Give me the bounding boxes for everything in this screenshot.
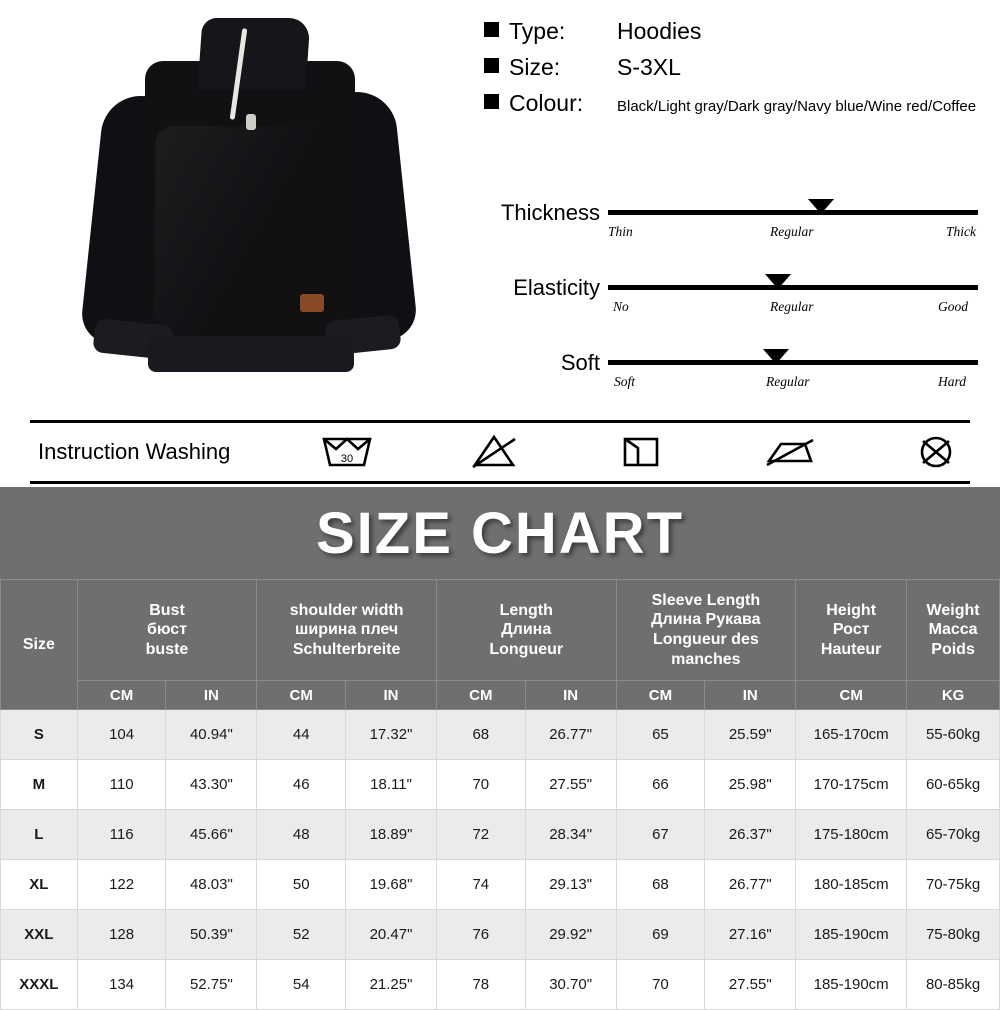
cell-length-in: 26.77": [525, 710, 616, 760]
header-weight-fr: Poids: [931, 640, 975, 658]
hoodie-hem: [148, 336, 354, 372]
header-shoulder: [257, 580, 437, 681]
spec-label-type: Type:: [509, 18, 566, 44]
cell-shoulder-in: 18.11": [346, 760, 437, 810]
header-length-fr: Longueur: [489, 640, 564, 658]
cell-height: 185-190cm: [796, 910, 907, 960]
header-shoulder-en: shoulder width: [289, 601, 404, 619]
tick-left: Soft: [614, 374, 636, 389]
cell-length-cm: 78: [436, 960, 525, 1010]
slider-track: [608, 285, 978, 290]
cell-size: XXL: [1, 910, 78, 960]
cell-bust-cm: 134: [77, 960, 166, 1010]
cell-shoulder-cm: 46: [257, 760, 346, 810]
washing-icon-row: [320, 431, 960, 471]
spec-value-colour: Black/Light gray/Dark gray/Navy blue/Wine red/Coffee: [617, 98, 977, 115]
tick-mid: Regular: [770, 224, 814, 239]
slider-track: [608, 210, 978, 215]
spec-value-size: S-3XL: [617, 54, 681, 80]
cell-shoulder-in: 18.89": [346, 810, 437, 860]
cell-sleeve-cm: 67: [616, 810, 705, 860]
size-chart-section: [0, 487, 1000, 1010]
header-weight-en: Weight: [926, 601, 980, 619]
header-length: [436, 580, 616, 681]
cell-weight: 55-60kg: [907, 710, 1000, 760]
cell-size: XXXL: [1, 960, 78, 1010]
header-weight: [907, 580, 1000, 681]
cell-bust-in: 52.75": [166, 960, 257, 1010]
cell-shoulder-in: 19.68": [346, 860, 437, 910]
tick-left: No: [613, 299, 629, 314]
cell-shoulder-in: 17.32": [346, 710, 437, 760]
cell-sleeve-in: 25.59": [705, 710, 796, 760]
cell-bust-in: 43.30": [166, 760, 257, 810]
hoodie-collar: [197, 18, 310, 90]
size-chart-title: SIZE CHART: [316, 500, 684, 566]
cell-sleeve-cm: 66: [616, 760, 705, 810]
unit-bust-cm: CM: [77, 681, 166, 710]
spec-row-type: [484, 18, 984, 45]
unit-sleeve-cm: CM: [616, 681, 705, 710]
cell-length-in: 27.55": [525, 760, 616, 810]
spec-label-size: Size:: [509, 54, 561, 80]
header-bust-fr: buste: [145, 640, 189, 658]
spec-list: [484, 18, 984, 126]
cell-size: L: [1, 810, 78, 860]
slider-label-elasticity: Elasticity: [513, 275, 600, 300]
wash-30-icon: [320, 431, 374, 471]
cell-height: 180-185cm: [796, 860, 907, 910]
do-not-dry-clean-icon: [912, 431, 960, 471]
spec-row-size: [484, 54, 984, 81]
cell-sleeve-in: 26.37": [705, 810, 796, 860]
cell-weight: 75-80kg: [907, 910, 1000, 960]
cell-bust-in: 48.03": [166, 860, 257, 910]
header-height-ru: Рост: [832, 621, 870, 639]
slider-marker-soft[interactable]: [763, 349, 789, 364]
table-row: [1, 810, 1000, 860]
cell-weight: 70-75kg: [907, 860, 1000, 910]
tick-right: Thick: [946, 224, 976, 239]
cell-shoulder-cm: 50: [257, 860, 346, 910]
cell-sleeve-cm: 69: [616, 910, 705, 960]
cell-length-cm: 76: [436, 910, 525, 960]
cell-size: M: [1, 760, 78, 810]
spec-row-colour: [484, 90, 984, 117]
cell-shoulder-cm: 48: [257, 810, 346, 860]
slider-elasticity: [480, 261, 980, 336]
tick-right: Hard: [938, 374, 967, 389]
tumble-dry-icon: [614, 431, 668, 471]
cell-shoulder-in: 20.47": [346, 910, 437, 960]
table-row: [1, 910, 1000, 960]
cell-shoulder-cm: 52: [257, 910, 346, 960]
table-row: [1, 860, 1000, 910]
bullet-square-icon: [484, 94, 499, 109]
cell-sleeve-cm: 68: [616, 860, 705, 910]
cell-sleeve-in: 27.55": [705, 960, 796, 1010]
header-height-en: Height: [826, 601, 877, 619]
cell-bust-in: 45.66": [166, 810, 257, 860]
cell-bust-cm: 128: [77, 910, 166, 960]
cell-height: 185-190cm: [796, 960, 907, 1010]
spec-value-type: Hoodies: [617, 18, 702, 44]
cell-shoulder-cm: 44: [257, 710, 346, 760]
unit-length-in: IN: [525, 681, 616, 710]
slider-label-soft: Soft: [560, 350, 600, 375]
cell-weight: 80-85kg: [907, 960, 1000, 1010]
unit-height-cm: CM: [796, 681, 907, 710]
header-shoulder-de: Schulterbreite: [292, 640, 401, 658]
size-chart-title-bar: [0, 487, 1000, 579]
header-shoulder-ru: ширина плеч: [295, 621, 399, 639]
bullet-square-icon: [484, 22, 499, 37]
slider-label-thickness: Thickness: [500, 200, 600, 225]
cell-bust-cm: 122: [77, 860, 166, 910]
size-chart-table: [0, 579, 1000, 1010]
header-height: [796, 580, 907, 681]
cell-size: S: [1, 710, 78, 760]
table-header-unit-row: [1, 681, 1000, 710]
header-bust: [77, 580, 257, 681]
cell-length-cm: 70: [436, 760, 525, 810]
cell-length-in: 29.92": [525, 910, 616, 960]
slider-soft: [480, 336, 980, 411]
slider-marker-elasticity[interactable]: [765, 274, 791, 289]
cell-height: 175-180cm: [796, 810, 907, 860]
unit-shoulder-in: IN: [346, 681, 437, 710]
tick-mid: Regular: [766, 374, 810, 389]
cell-shoulder-in: 21.25": [346, 960, 437, 1010]
spec-label-colour: Colour:: [509, 90, 584, 116]
cell-sleeve-in: 25.98": [705, 760, 796, 810]
cell-sleeve-in: 27.16": [705, 910, 796, 960]
header-size: Size: [1, 580, 78, 710]
washing-instructions: [30, 420, 970, 484]
do-not-iron-icon: [761, 431, 819, 471]
header-length-en: Length: [499, 601, 553, 619]
hoodie-zipper-pull: [246, 114, 256, 130]
cell-height: 170-175cm: [796, 760, 907, 810]
do-not-bleach-icon: [467, 431, 521, 471]
tick-right: Good: [938, 299, 968, 314]
header-sleeve: [616, 580, 796, 681]
table-row: [1, 710, 1000, 760]
tick-mid: Regular: [770, 299, 814, 314]
unit-bust-in: IN: [166, 681, 257, 710]
cell-bust-in: 50.39": [166, 910, 257, 960]
table-row: [1, 760, 1000, 810]
unit-weight-kg: KG: [907, 681, 1000, 710]
cell-sleeve-in: 26.77": [705, 860, 796, 910]
cell-bust-cm: 110: [77, 760, 166, 810]
brand-tag: [300, 294, 324, 312]
cell-size: XL: [1, 860, 78, 910]
cell-shoulder-cm: 54: [257, 960, 346, 1010]
header-bust-ru: бюст: [146, 621, 188, 639]
cell-length-in: 28.34": [525, 810, 616, 860]
cell-sleeve-cm: 70: [616, 960, 705, 1010]
washing-instructions-label: Instruction Washing: [38, 439, 231, 464]
slider-track: [608, 360, 978, 365]
cell-length-cm: 74: [436, 860, 525, 910]
slider-marker-thickness[interactable]: [808, 199, 834, 214]
cell-height: 165-170cm: [796, 710, 907, 760]
unit-length-cm: CM: [436, 681, 525, 710]
table-header-group-row: [1, 580, 1000, 681]
header-bust-en: Bust: [149, 601, 185, 619]
header-sleeve-fr: Longueur des manches: [652, 631, 759, 668]
product-info-section: [0, 0, 1000, 465]
header-weight-ru: Macca: [928, 621, 978, 639]
cell-bust-cm: 104: [77, 710, 166, 760]
cell-length-in: 30.70": [525, 960, 616, 1010]
cell-weight: 65-70kg: [907, 810, 1000, 860]
cell-bust-cm: 116: [77, 810, 166, 860]
attribute-sliders: [480, 186, 980, 411]
slider-thickness: [480, 186, 980, 261]
bullet-square-icon: [484, 58, 499, 73]
svg-text:30: 30: [340, 453, 354, 465]
cell-length-in: 29.13": [525, 860, 616, 910]
header-sleeve-en: Sleeve Length: [651, 591, 761, 609]
header-height-fr: Hauteur: [820, 640, 882, 658]
table-row: [1, 960, 1000, 1010]
cell-length-cm: 68: [436, 710, 525, 760]
product-image: [60, 6, 460, 396]
header-sleeve-ru: Длина Рукава: [651, 611, 761, 629]
cell-weight: 60-65kg: [907, 760, 1000, 810]
cell-length-cm: 72: [436, 810, 525, 860]
cell-sleeve-cm: 65: [616, 710, 705, 760]
unit-sleeve-in: IN: [705, 681, 796, 710]
cell-bust-in: 40.94": [166, 710, 257, 760]
unit-shoulder-cm: CM: [257, 681, 346, 710]
tick-left: Thin: [608, 224, 633, 239]
header-length-ru: Длина: [501, 621, 552, 639]
